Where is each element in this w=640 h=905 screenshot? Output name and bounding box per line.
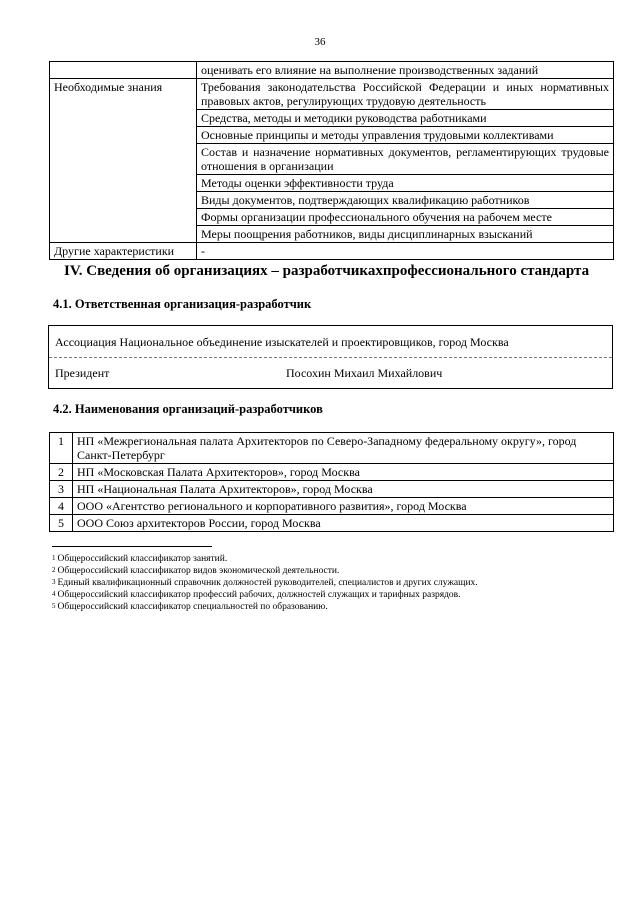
footnotes — [52, 553, 478, 613]
responsible-org-box — [48, 325, 613, 389]
subsection-heading-developers: 4.2. Наименования организаций-разработчиков — [53, 402, 323, 416]
knowledge-label: Необходимые знания — [50, 79, 197, 243]
table-row — [50, 79, 614, 110]
footnote-text: Общероссийский классификатор профессий рабочих, должностей служащих и тарифных разрядов. — [57, 590, 461, 600]
knowledge-item: Формы организации профессионального обучения на рабочем месте — [197, 209, 614, 226]
footnote-text: Общероссийский классификатор специальностей по образованию. — [57, 602, 328, 612]
footnote-number: 2 — [52, 566, 56, 574]
row-number: 1 — [50, 433, 73, 464]
footnote — [52, 577, 478, 589]
footnote — [52, 565, 478, 577]
other-characteristics-value: - — [197, 243, 614, 260]
row-number: 2 — [50, 464, 73, 481]
table-row — [50, 481, 614, 498]
responsible-org-name: Ассоциация Национальное объединение изыскателей и проектировщиков, город Москва — [55, 335, 509, 349]
knowledge-item: Методы оценки эффективности труда — [197, 175, 614, 192]
row-number: 4 — [50, 498, 73, 515]
footnote-number: 5 — [52, 602, 56, 610]
org-name: ООО Союз архитекторов России, город Москва — [73, 515, 614, 532]
footnote — [52, 553, 478, 565]
table-row — [50, 498, 614, 515]
person-name: Посохин Михаил Михайлович — [286, 366, 443, 380]
org-name: НП «Национальная Палата Архитекторов», город Москва — [73, 481, 614, 498]
knowledge-item: Меры поощрения работников, виды дисциплинарных взысканий — [197, 226, 614, 243]
position-label: Президент — [55, 366, 110, 380]
row-number: 5 — [50, 515, 73, 532]
table-row — [50, 515, 614, 532]
footnote-text: Общероссийский классификатор занятий. — [57, 554, 228, 564]
subsection-heading-responsible: 4.1. Ответственная организация-разработчик — [53, 297, 312, 311]
org-name: ООО «Агентство регионального и корпоративного развития», город Москва — [73, 498, 614, 515]
org-name: НП «Межрегиональная палата Архитекторов по Северо-Западному федеральному округу», город Санкт-Петербург — [73, 433, 614, 464]
knowledge-item: Основные принципы и методы управления трудовыми коллективами — [197, 127, 614, 144]
divider — [49, 357, 612, 358]
section-heading: IV. Сведения об организациях – разработчикахпрофессионального стандарта — [64, 263, 590, 279]
table-cell-empty — [50, 62, 197, 79]
footnote-number: 3 — [52, 578, 56, 586]
footnote-number: 1 — [52, 554, 56, 562]
footnote-text: Общероссийский классификатор видов экономической деятельности. — [57, 566, 340, 576]
table-cell: оценивать его влияние на выполнение производственных заданий — [197, 62, 614, 79]
table-row — [50, 243, 614, 260]
page-number: 36 — [314, 36, 326, 48]
footnote-number: 4 — [52, 590, 56, 598]
org-name: НП «Московская Палата Архитекторов», город Москва — [73, 464, 614, 481]
knowledge-item: Состав и назначение нормативных документов, регламентирующих трудовые отношения в организации — [197, 144, 614, 175]
row-number: 3 — [50, 481, 73, 498]
table-row — [50, 464, 614, 481]
knowledge-item: Требования законодательства Российской Федерации и иных нормативных правовых актов, регулирующих трудовую деятельность — [197, 79, 614, 110]
footnote-rule — [52, 546, 212, 547]
knowledge-item: Средства, методы и методики руководства работниками — [197, 110, 614, 127]
table-row — [50, 62, 614, 79]
footnote-text: Единый квалификационный справочник должностей руководителей, специалистов и других служащих. — [57, 578, 478, 588]
knowledge-item: Виды документов, подтверждающих квалификацию работников — [197, 192, 614, 209]
footnote — [52, 601, 478, 613]
table-row — [50, 433, 614, 464]
footnote — [52, 589, 478, 601]
competence-table — [49, 61, 614, 260]
developers-table — [49, 432, 614, 532]
other-characteristics-label: Другие характеристики — [50, 243, 197, 260]
